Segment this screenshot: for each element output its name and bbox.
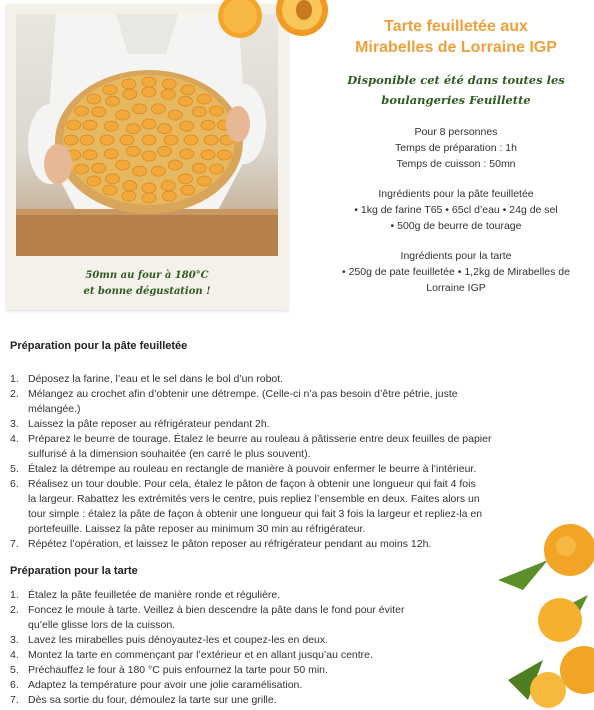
mirabelle-half bbox=[164, 135, 178, 145]
mirabelle-half bbox=[161, 89, 175, 99]
step-number: 2. bbox=[10, 388, 19, 400]
step-item bbox=[10, 387, 570, 417]
caption-line: 50mn au four à 180°C bbox=[85, 270, 209, 281]
photo-card bbox=[6, 4, 288, 310]
mirabelle-half bbox=[75, 164, 89, 174]
mirabelle-half bbox=[142, 87, 156, 97]
mirabelle-half bbox=[142, 183, 156, 193]
tart-section-title: Préparation pour la tarte bbox=[10, 565, 138, 577]
mirabelle-half bbox=[184, 135, 198, 145]
step-number: 4. bbox=[10, 649, 19, 661]
step-item bbox=[10, 663, 480, 678]
prep-time: Temps de préparation : 1h bbox=[395, 142, 517, 154]
mirabelle-half bbox=[142, 135, 156, 145]
title-line: Mirabelles de Lorraine IGP bbox=[355, 39, 557, 56]
mirabelle-half bbox=[64, 135, 78, 145]
mirabelle-half bbox=[123, 181, 137, 191]
mirabelle-half bbox=[106, 174, 120, 184]
step-text: Lavez les mirabelles puis dénoyautez-les et coupez-les en deux. bbox=[28, 634, 329, 646]
step-text: Répétez l’opération, et laissez le pâton reposer au réfrigérateur pendant au moins 12h. bbox=[28, 538, 432, 550]
mirabelle-half bbox=[116, 160, 130, 170]
pastry-ingredients-title: Ingrédients pour la pâte feuilletée bbox=[378, 188, 534, 200]
recipe-title bbox=[318, 16, 594, 58]
step-item bbox=[10, 432, 570, 462]
step-number: 4. bbox=[10, 433, 19, 445]
mirabelle-half bbox=[210, 106, 224, 116]
pastry-ingredients-line: • 1kg de farine T65 • 65cl d’eau • 24g de sel bbox=[354, 204, 558, 216]
step-text: Étalez la pâte feuilletée de manière ronde et régulière. bbox=[28, 589, 281, 601]
photo-caption bbox=[6, 268, 288, 300]
step-text: Préparez le beurre de tourage. Étalez le beurre au rouleau à pâtisserie entre deux feuilles de papier bbox=[28, 433, 492, 445]
step-number: 7. bbox=[10, 538, 19, 550]
step-text: Adaptez la température pour avoir une jolie caramélisation. bbox=[28, 679, 303, 691]
step-text: sulfurisé à la dimension souhaitée (en carré le plus souvent). bbox=[28, 448, 311, 460]
step-number: 2. bbox=[10, 604, 19, 616]
mirabelle-half bbox=[126, 124, 140, 134]
mirabelle-half bbox=[142, 151, 156, 161]
mirabelle-half bbox=[180, 149, 194, 159]
mirabelle-half bbox=[201, 120, 215, 130]
mirabelle-half bbox=[122, 191, 136, 201]
mirabelle-half bbox=[83, 120, 97, 130]
step-text: Laissez la pâte reposer au réfrigérateur pendant 2h. bbox=[28, 418, 270, 430]
step-item bbox=[10, 462, 570, 477]
step-item bbox=[10, 648, 480, 663]
step-item bbox=[10, 417, 570, 432]
mirabelle-half bbox=[103, 85, 117, 95]
caption-line: et bonne dégustation ! bbox=[83, 286, 211, 297]
mirabelle-half bbox=[133, 166, 147, 176]
recipe-info bbox=[318, 124, 594, 296]
step-number: 5. bbox=[10, 664, 19, 676]
mirabelle-half bbox=[92, 107, 106, 117]
mirabelle-half bbox=[142, 119, 156, 129]
mirabelle-half bbox=[142, 193, 156, 203]
mirabelle-half bbox=[168, 160, 182, 170]
step-number: 3. bbox=[10, 418, 19, 430]
mirabelle-half bbox=[217, 150, 231, 160]
mirabelle-half bbox=[151, 104, 165, 114]
mirabelle-half bbox=[178, 96, 192, 106]
step-text: Réalisez un tour double. Pour cela, étalez le pâton de façon à obtenir une longueur qui fait 4 fois bbox=[28, 478, 476, 490]
mirabelle-half bbox=[178, 174, 192, 184]
step-number: 6. bbox=[10, 679, 19, 691]
step-text: la largeur. Rabattez les extrémités vers le centre, puis repliez l’ensemble en deux. Faites alors un bbox=[28, 493, 480, 505]
step-text: qu’elle glisse lors de la cuisson. bbox=[28, 619, 176, 631]
step-item bbox=[10, 678, 480, 693]
mirabelle-half bbox=[92, 163, 106, 173]
step-item bbox=[10, 603, 480, 633]
step-item bbox=[10, 633, 480, 648]
mirabelle-half bbox=[133, 104, 147, 114]
step-item bbox=[10, 477, 570, 537]
mirabelle-half bbox=[197, 176, 211, 186]
mirabelle-half bbox=[180, 121, 194, 131]
mirabelle-half bbox=[80, 135, 94, 145]
tart-ingredients-title: Ingrédients pour la tarte bbox=[400, 250, 512, 262]
availability-note bbox=[318, 70, 594, 110]
mirabelle-half bbox=[192, 163, 206, 173]
servings: Pour 8 personnes bbox=[414, 126, 498, 138]
mirabelle-half bbox=[67, 120, 81, 130]
mirabelle-half bbox=[181, 185, 195, 195]
mirabelle-half bbox=[100, 135, 114, 145]
mirabelle-half bbox=[168, 110, 182, 120]
mirabelle-half bbox=[83, 150, 97, 160]
subtitle-line: boulangeries Feuillette bbox=[381, 93, 531, 107]
step-text: Préchauffez le four à 180 °C puis enfournez la tarte pour 50 min. bbox=[28, 664, 328, 676]
mirabelle-half bbox=[201, 150, 215, 160]
mirabelle-half bbox=[210, 164, 224, 174]
step-text: Foncez le moule à tarte. Veillez à bien descendre la pâte dans le fond pour éviter bbox=[28, 604, 405, 616]
step-item bbox=[10, 693, 480, 708]
mirabelle-half bbox=[192, 107, 206, 117]
step-text: Dès sa sortie du four, démoulez la tarte sur une grille. bbox=[28, 694, 277, 706]
step-text: tour simple : étalez la pâte de façon à obtenir une longueur qui fait 3 fois la largeur et repliez-la en bbox=[28, 508, 483, 520]
title-line: Tarte feuilletée aux bbox=[384, 18, 528, 35]
mirabelle-half bbox=[126, 146, 140, 156]
subtitle-line: Disponible cet été dans toutes les bbox=[347, 73, 565, 87]
step-text: Étalez la détrempe au rouleau en rectangle de manière à pouvoir enfermer le beurre à l’intérieur. bbox=[28, 463, 477, 475]
step-number: 5. bbox=[10, 463, 19, 475]
mirabelle-half bbox=[123, 89, 137, 99]
mirabelle-half bbox=[197, 94, 211, 104]
tart-steps-list bbox=[10, 588, 480, 708]
mirabelle-half bbox=[142, 77, 156, 87]
mirabelle-half bbox=[122, 79, 136, 89]
tart-ingredients-line: Lorraine IGP bbox=[426, 282, 486, 294]
mirabelle-half bbox=[87, 176, 101, 186]
step-item bbox=[10, 588, 480, 603]
mirabelle-half bbox=[181, 85, 195, 95]
mirabelle-half bbox=[204, 135, 218, 145]
mirabelle-half bbox=[87, 94, 101, 104]
mirabelle-half bbox=[120, 135, 134, 145]
step-item bbox=[10, 537, 570, 552]
mirabelle-half bbox=[103, 185, 117, 195]
step-text: Mélangez au crochet afin d’obtenir une détrempe. (Celle-ci n’a pas besoin d’être pétrie, juste bbox=[28, 388, 458, 400]
mirabelle-half bbox=[158, 146, 172, 156]
pastry-section-title: Préparation pour la pâte feuilletée bbox=[10, 340, 188, 352]
pastry-ingredients-line: • 500g de beurre de tourage bbox=[390, 220, 522, 232]
mirabelle-half bbox=[151, 166, 165, 176]
step-number: 1. bbox=[10, 373, 19, 385]
step-number: 6. bbox=[10, 478, 19, 490]
step-number: 1. bbox=[10, 589, 19, 601]
mirabelle-half bbox=[106, 96, 120, 106]
pastry-steps-list bbox=[10, 372, 570, 552]
cook-time: Temps de cuisson : 50mn bbox=[396, 158, 516, 170]
mirabelle-half bbox=[162, 79, 176, 89]
tart-illustration bbox=[16, 14, 278, 256]
recipe-header bbox=[318, 16, 594, 296]
step-number: 7. bbox=[10, 694, 19, 706]
step-text: portefeuille. Laissez la pâte reposer au minimum 30 min au réfrigérateur. bbox=[28, 523, 366, 535]
step-text: mélangée.) bbox=[28, 403, 81, 415]
mirabelle-half bbox=[158, 124, 172, 134]
mirabelle-half bbox=[104, 149, 118, 159]
mirabelle-half bbox=[162, 191, 176, 201]
step-text: Montez la tarte en commençant par l’extérieur et en allant jusqu’au centre. bbox=[28, 649, 373, 661]
mirabelle-half bbox=[161, 181, 175, 191]
mirabelle-half bbox=[75, 106, 89, 116]
step-number: 3. bbox=[10, 634, 19, 646]
step-text: Déposez la farine, l’eau et le sel dans le bol d’un robot. bbox=[28, 373, 284, 385]
mirabelle-half bbox=[116, 110, 130, 120]
mirabelle-half bbox=[104, 121, 118, 131]
step-item bbox=[10, 372, 570, 387]
tart-photo bbox=[16, 14, 278, 256]
tart-ingredients-line: • 250g de pate feuilletée • 1,2kg de Mirabelles de bbox=[341, 266, 570, 278]
